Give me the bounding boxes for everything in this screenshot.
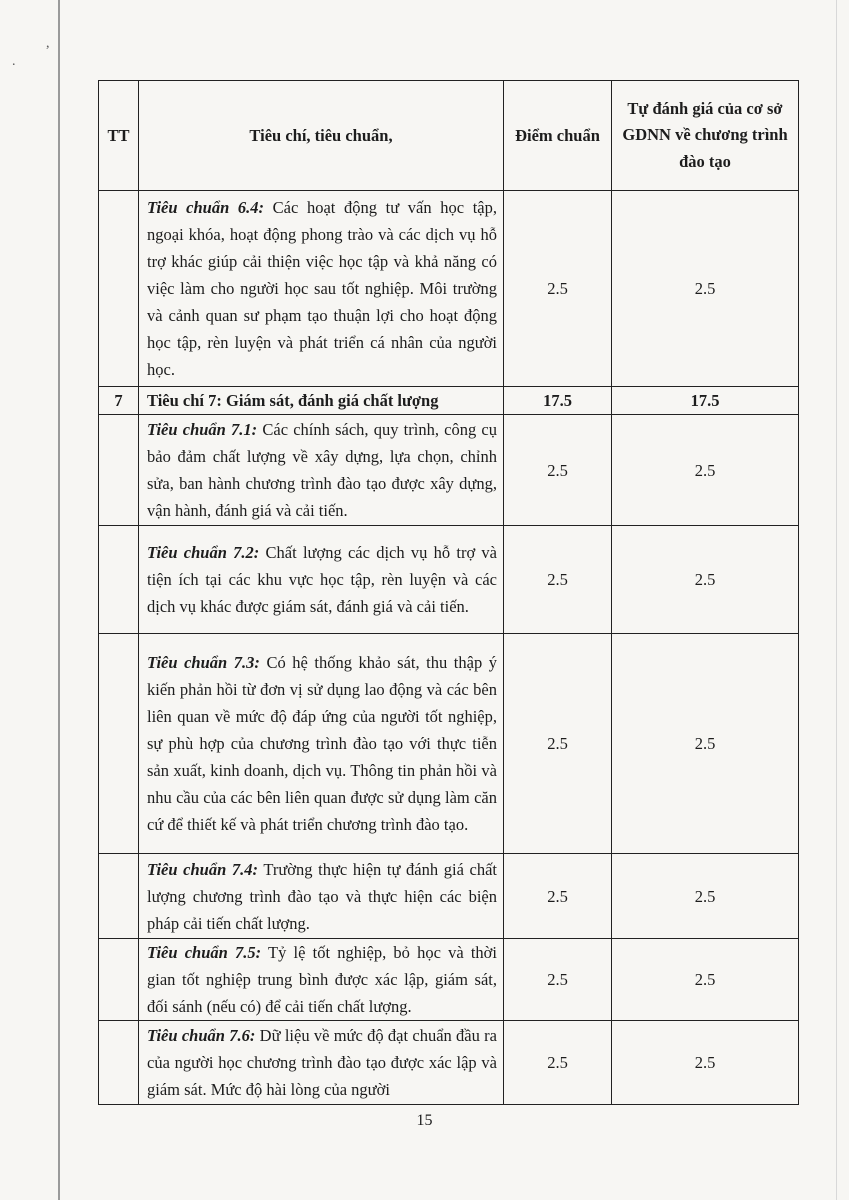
row-tt: 7: [99, 387, 139, 415]
row-benchmark: 17.5: [504, 387, 612, 415]
row-description: [139, 854, 504, 939]
table-row: [99, 854, 799, 939]
row-self-assessment: 2.5: [612, 191, 799, 387]
row-tt: [99, 526, 139, 634]
row-tt: [99, 1021, 139, 1105]
page-right-edge: [836, 0, 837, 1200]
page-edge-line: [58, 0, 60, 1200]
row-description: [139, 191, 504, 387]
row-description: [139, 415, 504, 526]
table-row: [99, 634, 799, 854]
scan-speck: .: [12, 54, 16, 69]
row-self-assessment: 17.5: [612, 387, 799, 415]
row-tt: [99, 939, 139, 1021]
row-self-assessment: 2.5: [612, 415, 799, 526]
standard-label: Tiêu chuẩn 7.6:: [147, 1026, 256, 1045]
scan-speck: ,: [46, 36, 50, 51]
row-benchmark: 2.5: [504, 526, 612, 634]
criterion-title: Tiêu chí 7: Giám sát, đánh giá chất lượng: [139, 387, 504, 415]
page-number: 15: [416, 1112, 433, 1129]
row-benchmark: 2.5: [504, 415, 612, 526]
table-row: [99, 1021, 799, 1105]
row-self-assessment: 2.5: [612, 526, 799, 634]
table-row: [99, 415, 799, 526]
standard-text: Có hệ thống khảo sát, thu thập ý kiến phản hồi từ đơn vị sử dụng lao động và các bên liên quan về mức độ đáp ứng của người tốt nghiệp, sự phù hợp của chương trình đào tạo với thực tiễn sản xuất, kinh doanh, dịch vụ. Thông tin phản hồi và nhu cầu của các bên liên quan được sử dụng làm căn cứ để thiết kế và phát triển chương trình đào tạo.: [147, 653, 497, 834]
row-benchmark: 2.5: [504, 854, 612, 939]
standard-label: Tiêu chuẩn 7.4:: [147, 859, 259, 879]
header-tt: TT: [99, 81, 139, 191]
row-self-assessment: 2.5: [612, 939, 799, 1021]
table-row: [99, 191, 799, 387]
row-benchmark: 2.5: [504, 1021, 612, 1105]
row-benchmark: 2.5: [504, 191, 612, 387]
header-benchmark: Điểm chuẩn: [504, 81, 612, 191]
row-benchmark: 2.5: [504, 634, 612, 854]
standard-text: Các chính sách, quy trình, công cụ bảo đảm chất lượng về xây dựng, lựa chọn, chỉnh sửa, ban hành chương trình đào tạo được xây dựng, vận hành, đánh giá và cải tiến.: [147, 420, 497, 520]
row-self-assessment: 2.5: [612, 634, 799, 854]
standard-text: Tỷ lệ tốt nghiệp, bỏ học và thời gian tốt nghiệp trung bình được xác lập, giám sát, đối sánh (nếu có) để cải tiến chất lượng.: [147, 943, 497, 1016]
standard-text: Trường thực hiện tự đánh giá chất lượng chương trình đào tạo và thực hiện các biện pháp cải tiến chất lượng.: [147, 859, 497, 933]
row-benchmark: 2.5: [504, 939, 612, 1021]
table-row: [99, 939, 799, 1021]
standard-text: Dữ liệu về mức độ đạt chuẩn đầu ra của người học chương trình đào tạo được xác lập và giám sát. Mức độ hài lòng của người: [147, 1026, 497, 1099]
header-criteria: Tiêu chí, tiêu chuẩn,: [139, 81, 504, 191]
header-self-assessment: Tự đánh giá của cơ sở GDNN về chương trình đào tạo: [612, 81, 799, 191]
standard-label: Tiêu chuẩn 7.1:: [147, 420, 258, 439]
standard-text: Các hoạt động tư vấn học tập, ngoại khóa, hoạt động phong trào và các dịch vụ hỗ trợ khác giúp cải thiện việc học tập và khả năng có việc làm cho người học sau tốt nghiệp. Môi trường và cảnh quan sư phạm tạo thuận lợi cho hoạt động học tập, rèn luyện và phát triển cá nhân của người học.: [147, 198, 497, 379]
standard-label: Tiêu chuẩn 7.2:: [147, 543, 260, 562]
row-tt: [99, 854, 139, 939]
row-self-assessment: 2.5: [612, 854, 799, 939]
row-tt: [99, 634, 139, 854]
standard-label: Tiêu chuẩn 7.3:: [147, 653, 260, 672]
row-description: [139, 1021, 504, 1105]
row-description: [139, 526, 504, 634]
standard-label: Tiêu chuẩn 7.5:: [147, 943, 262, 962]
standard-label: Tiêu chuẩn 6.4:: [147, 198, 265, 217]
table-header-row: [99, 81, 799, 191]
row-tt: [99, 415, 139, 526]
row-description: [139, 939, 504, 1021]
row-tt: [99, 191, 139, 387]
criteria-table: [98, 80, 799, 1105]
row-description: [139, 634, 504, 854]
standard-text: Chất lượng các dịch vụ hỗ trợ và tiện ích tại các khu vực học tập, rèn luyện và các dịch vụ khác được giám sát, đánh giá và cải tiến.: [147, 543, 498, 616]
table-row: [99, 526, 799, 634]
criterion-row: [99, 387, 799, 415]
row-self-assessment: 2.5: [612, 1021, 799, 1105]
